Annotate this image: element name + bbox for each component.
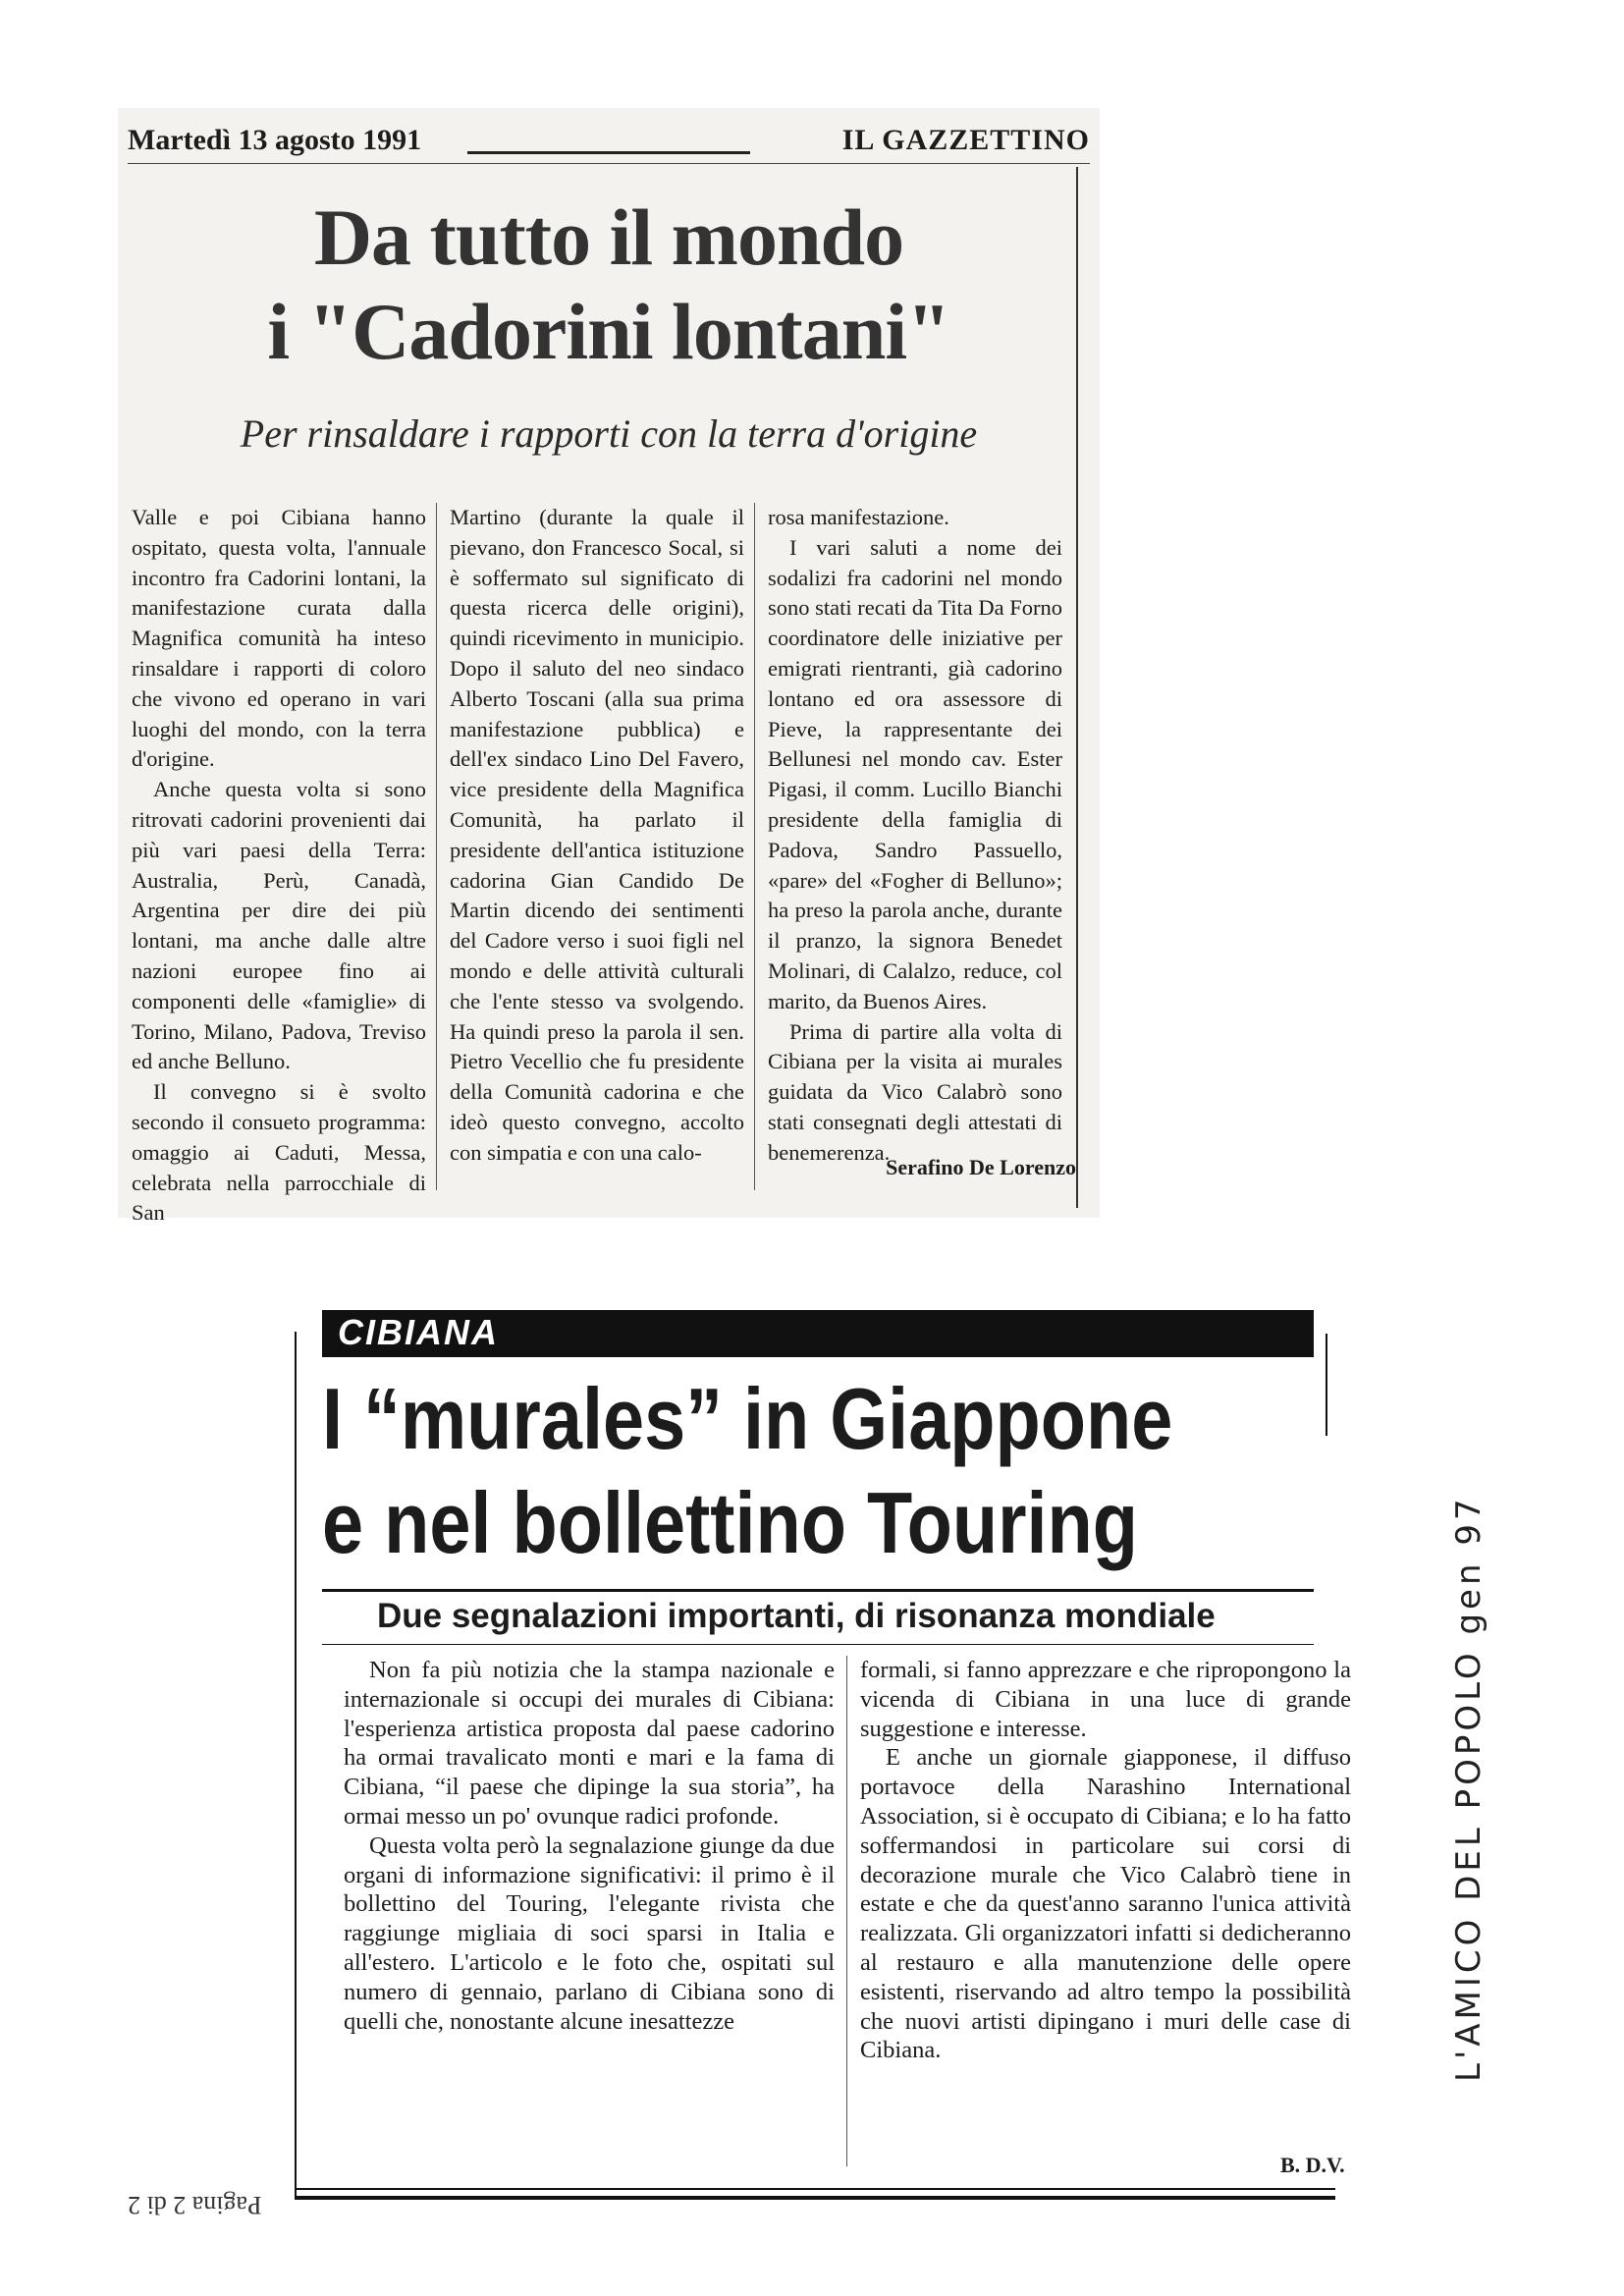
author-initials: B. D.V.	[1280, 2153, 1345, 2177]
paragraph: Questa volta però la segnalazione giunge da due organi di informazione significativi: il primo è il bollettino del Touring, l'elegante rivista che raggiunge migliaia di soci sparsi in Italia e all'estero. L'articolo e le foto che, ospitati sul numero di gennaio, parlano di Cibiana sono di quelli che, nonostante alcune inesattezze	[344, 1831, 835, 2035]
article-column-2	[860, 1656, 1351, 2157]
article-headline	[322, 1367, 1183, 1575]
column-separator	[754, 503, 755, 1190]
headline-divider	[322, 1589, 1314, 1592]
paragraph: Martino (durante la quale il pievano, don Francesco Socal, si è soffermato sul significato di questa ricerca delle origini), quindi ricevimento in municipio. Dopo il saluto del neo sindaco Alberto Toscani (alla sua prima manifestazione pubblica) e dell'ex sindaco Lino Del Favero, vice presidente della Magnifica Comunità, ha parlato il presidente dell'antica istituzione cadorina Gian Candido De Martin dicendo dei sentimenti del Cadore verso i suoi figli nel mondo e delle attività culturali che l'ente stesso va svolgendo. Ha quindi preso la parola il sen. Pietro Vecellio che fu presidente della Comunità cadorina e che ideò questo convegno, accolto con simpatia e con una calo-	[450, 505, 744, 1165]
article-column-2	[450, 503, 744, 1190]
paragraph: rosa manifestazione.	[768, 505, 949, 529]
article-column-1	[344, 1656, 835, 2157]
frame-rule	[295, 1332, 297, 2196]
amico-del-popolo-clipping	[295, 1273, 1463, 2231]
paragraph: Non fa più notizia che la stampa nazionale e internazionale si occupi dei murales di Cibiana: l'esperienza artistica proposta dal paese cadorino ha ormai travalicato monti e mari e la fama di Cibiana, “il paese che dipinge la sua storia”, ha ormai messo un po' ovunque radici profonde.	[344, 1657, 835, 1830]
dateline	[128, 120, 1090, 165]
newspaper-name: IL GAZZETTINO	[841, 124, 1090, 156]
frame-rule	[295, 2196, 1335, 2200]
headline-line-1: Da tutto il mondo	[313, 192, 904, 282]
dateline-rule	[467, 151, 750, 154]
article-column-3	[768, 503, 1062, 1190]
page-number: Pagina 2 di 2	[128, 2191, 262, 2219]
subheadline-divider	[322, 1644, 1314, 1645]
section-kicker: CIBIANA	[338, 1312, 499, 1352]
article-column-1	[132, 503, 426, 1226]
column-separator	[846, 1656, 847, 2166]
headline-line-2: e nel bollettino Touring	[322, 1474, 1139, 1571]
header-divider	[128, 163, 1090, 164]
paragraph: formali, si fanno apprezzare e che ripropongono la vicenda di Cibiana in una luce di grande suggestione e interesse.	[860, 1657, 1351, 1742]
headline-line-1: I “murales” in Giappone	[322, 1370, 1173, 1467]
paragraph: E anche un giornale giapponese, il diffuso portavoce della Narashino International Association, si è occupato di Cibiana; e lo ha fatto soffermandosi in particolare sui corsi di decorazione murale che Vico Calabrò tiene in estate e che da quest'anno saranno l'unica attività realizzata. Gli organizzatori infatti si dedicheranno al restauro e alla manutenzione delle opere esistenti, riservando ad altro tempo la possibilità che nuovi artisti dipingano i muri delle case di Cibiana.	[860, 1744, 1351, 2064]
headline-line-2: i "Cadorini lontani"	[267, 287, 950, 376]
byline: Serafino De Lorenzo	[886, 1155, 1076, 1179]
column-separator	[436, 503, 437, 1190]
paragraph: Prima di partire alla volta di Cibiana per la visita ai murales guidata da Vico Calabrò sono stati consegnati degli attestati di benemerenza.	[768, 1018, 1062, 1165]
paragraph: I vari saluti a nome dei sodalizi fra cadorini nel mondo sono stati recati da Tita Da Forno coordinatore delle iniziative per emigrati rientranti, già cadorino lontano ed ora assessore di Pieve, la rappresentante dei Bellunesi nel mondo cav. Ester Pigasi, il comm. Lucillo Bianchi presidente della famiglia di Padova, Sandro Passuello, «pare» del «Fogher di Belluno»; ha preso la parola anche, durante il pranzo, la signora Benedet Molinari, di Calalzo, reduce, col marito, da Buenos Aires.	[768, 534, 1062, 1013]
paragraph: Valle e poi Cibiana hanno ospitato, questa volta, l'annuale incontro fra Cadorini lontani, la manifestazione curata dalla Magnifica comunità ha inteso rinsaldare i rapporti di coloro che vivono ed operano in vari luoghi del mondo, con la terra d'origine.	[132, 505, 426, 772]
article-headline	[137, 191, 1080, 379]
frame-rule	[1326, 1334, 1327, 1436]
paragraph: Anche questa volta si sono ritrovati cadorini provenienti dai più vari paesi della Terra: Australia, Perù, Canadà, Argentina per dire dei più lontani, ma anche dalle altre nazioni europee fino ai componenti delle «famiglie» di Torino, Milano, Padova, Treviso ed anche Belluno.	[132, 777, 426, 1074]
article-subheadline: Due segnalazioni importanti, di risonanza mondiale	[377, 1597, 1216, 1635]
handwritten-source-note: L'AMICO DEL POPOLO gen 97	[1449, 1495, 1489, 2082]
paragraph: Il convegno si è svolto secondo il consueto programma: omaggio ai Caduti, Messa, celebrata nella parrocchiale di San	[132, 1079, 426, 1226]
article-subheadline: Per rinsaldare i rapporti con la terra d'origine	[240, 411, 978, 456]
publication-date: Martedì 13 agosto 1991	[128, 124, 422, 156]
frame-rule	[295, 2188, 1335, 2190]
gazzettino-clipping	[118, 108, 1100, 1226]
